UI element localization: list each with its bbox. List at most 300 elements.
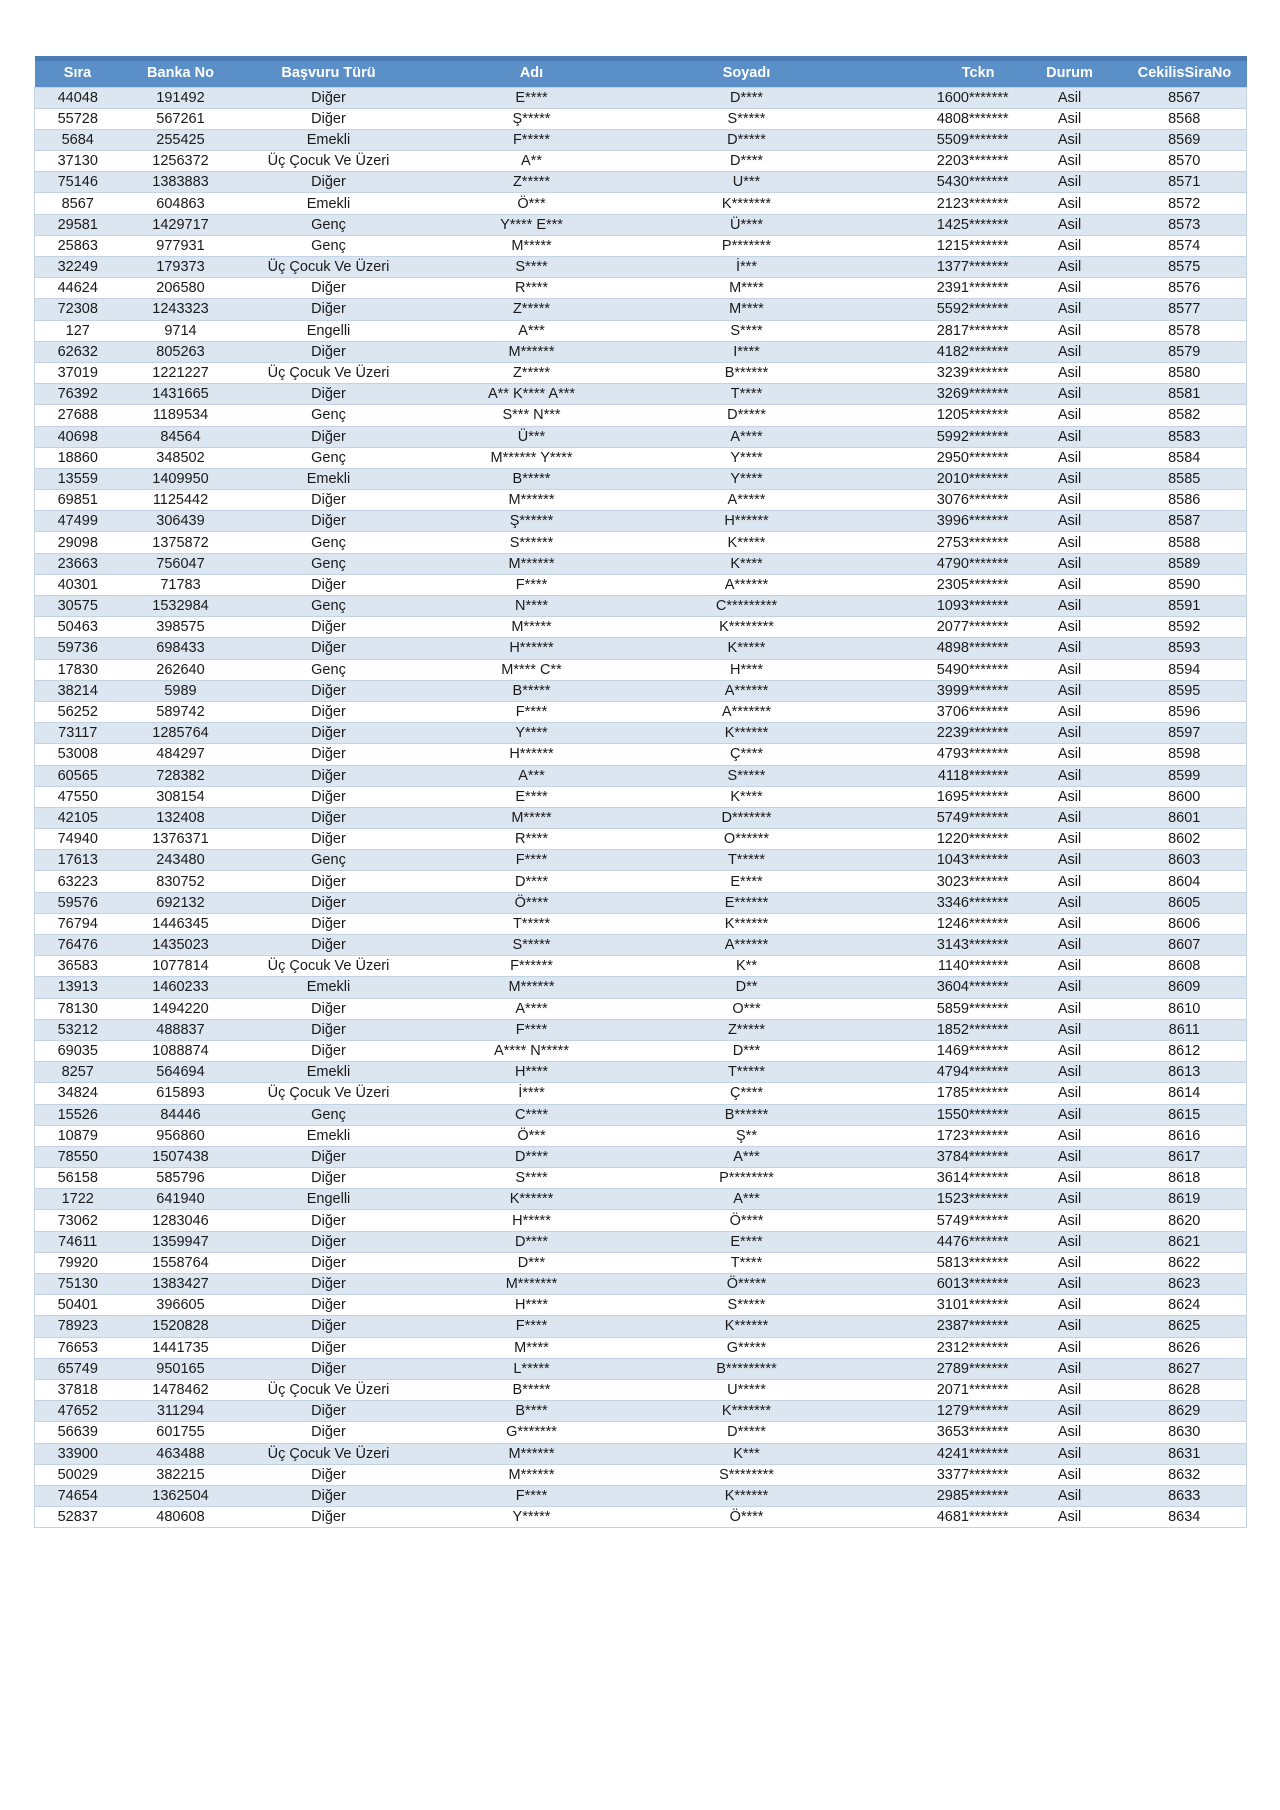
cell-banka-no: 1435023	[121, 935, 241, 956]
table-row[interactable]	[35, 723, 1247, 744]
cell-soyadi: I****	[647, 341, 847, 362]
cell-adi: S*****	[417, 935, 647, 956]
cell-banka-no: 1359947	[121, 1231, 241, 1252]
cell-soyadi: K******	[647, 1316, 847, 1337]
cell-cekilis-sira-no: 8627	[1123, 1358, 1247, 1379]
cell-sira: 127	[35, 320, 121, 341]
cell-soyadi: K*******	[647, 193, 847, 214]
cell-tckn: 1220*******	[847, 829, 1017, 850]
cell-durum: Asil	[1017, 1422, 1123, 1443]
table-row[interactable]	[35, 214, 1247, 235]
cell-durum: Asil	[1017, 1168, 1123, 1189]
table-row[interactable]	[35, 1019, 1247, 1040]
cell-soyadi: A******	[647, 680, 847, 701]
cell-cekilis-sira-no: 8593	[1123, 638, 1247, 659]
table-header	[35, 56, 1247, 87]
table-row[interactable]	[35, 596, 1247, 617]
cell-soyadi: K******	[647, 1485, 847, 1506]
cell-basvuru-turu: Diğer	[241, 490, 417, 511]
cell-cekilis-sira-no: 8570	[1123, 151, 1247, 172]
cell-basvuru-turu: Diğer	[241, 1401, 417, 1422]
cell-cekilis-sira-no: 8624	[1123, 1295, 1247, 1316]
cell-soyadi: B******	[647, 1104, 847, 1125]
cell-cekilis-sira-no: 8595	[1123, 680, 1247, 701]
cell-banka-no: 1383883	[121, 172, 241, 193]
cell-soyadi: İ***	[647, 257, 847, 278]
cell-soyadi: Ç****	[647, 744, 847, 765]
cell-banka-no: 805263	[121, 341, 241, 362]
table-row[interactable]	[35, 553, 1247, 574]
cell-tckn: 2985*******	[847, 1485, 1017, 1506]
cell-tckn: 4793*******	[847, 744, 1017, 765]
cell-durum: Asil	[1017, 1379, 1123, 1400]
cell-sira: 17830	[35, 659, 121, 680]
table-row[interactable]	[35, 108, 1247, 129]
cell-cekilis-sira-no: 8631	[1123, 1443, 1247, 1464]
cell-basvuru-turu: Diğer	[241, 1337, 417, 1358]
cell-banka-no: 1375872	[121, 532, 241, 553]
cell-adi: Ş*****	[417, 108, 647, 129]
cell-durum: Asil	[1017, 320, 1123, 341]
table-row[interactable]	[35, 1443, 1247, 1464]
cell-sira: 44624	[35, 278, 121, 299]
cell-tckn: 1140*******	[847, 956, 1017, 977]
cell-sira: 53212	[35, 1019, 121, 1040]
table-row[interactable]	[35, 765, 1247, 786]
cell-adi: A**	[417, 151, 647, 172]
cell-banka-no: 1221227	[121, 362, 241, 383]
table-row[interactable]	[35, 977, 1247, 998]
cell-cekilis-sira-no: 8610	[1123, 998, 1247, 1019]
cell-adi: S****	[417, 257, 647, 278]
cell-tckn: 4790*******	[847, 553, 1017, 574]
cell-cekilis-sira-no: 8625	[1123, 1316, 1247, 1337]
cell-banka-no: 756047	[121, 553, 241, 574]
table-row[interactable]	[35, 617, 1247, 638]
cell-cekilis-sira-no: 8603	[1123, 850, 1247, 871]
cell-sira: 34824	[35, 1083, 121, 1104]
table-row[interactable]	[35, 1337, 1247, 1358]
table-row[interactable]	[35, 193, 1247, 214]
table-row[interactable]	[35, 1125, 1247, 1146]
cell-cekilis-sira-no: 8588	[1123, 532, 1247, 553]
cell-cekilis-sira-no: 8616	[1123, 1125, 1247, 1146]
cell-cekilis-sira-no: 8618	[1123, 1168, 1247, 1189]
cell-cekilis-sira-no: 8614	[1123, 1083, 1247, 1104]
cell-soyadi: T****	[647, 384, 847, 405]
cell-banka-no: 698433	[121, 638, 241, 659]
cell-basvuru-turu: Diğer	[241, 87, 417, 108]
table-row[interactable]	[35, 1358, 1247, 1379]
cell-soyadi: D**	[647, 977, 847, 998]
table-row[interactable]	[35, 1379, 1247, 1400]
cell-banka-no: 1283046	[121, 1210, 241, 1231]
cell-tckn: 2203*******	[847, 151, 1017, 172]
cell-soyadi: K********	[647, 617, 847, 638]
table-row[interactable]	[35, 638, 1247, 659]
cell-banka-no: 1088874	[121, 1040, 241, 1061]
cell-adi: Ş******	[417, 511, 647, 532]
cell-banka-no: 1429717	[121, 214, 241, 235]
cell-sira: 63223	[35, 871, 121, 892]
cell-adi: Z*****	[417, 299, 647, 320]
table-row[interactable]	[35, 1104, 1247, 1125]
cell-adi: Ö****	[417, 892, 647, 913]
cell-sira: 36583	[35, 956, 121, 977]
cell-tckn: 3346*******	[847, 892, 1017, 913]
cell-tckn: 2305*******	[847, 574, 1017, 595]
cell-basvuru-turu: Genç	[241, 214, 417, 235]
cell-sira: 72308	[35, 299, 121, 320]
cell-adi: F****	[417, 850, 647, 871]
cell-basvuru-turu: Üç Çocuk Ve Üzeri	[241, 151, 417, 172]
cell-basvuru-turu: Genç	[241, 596, 417, 617]
cell-soyadi: E****	[647, 871, 847, 892]
table-row[interactable]	[35, 744, 1247, 765]
table-row[interactable]	[35, 1083, 1247, 1104]
column-header-soyadi[interactable]: Soyadı	[647, 61, 847, 87]
cell-adi: Z*****	[417, 172, 647, 193]
table-row[interactable]	[35, 680, 1247, 701]
table-row[interactable]	[35, 447, 1247, 468]
table-container	[34, 56, 1246, 1528]
column-header-cekilis-sira-no[interactable]: CekilisSiraNo	[1123, 61, 1247, 87]
cell-tckn: 4118*******	[847, 765, 1017, 786]
cell-sira: 15526	[35, 1104, 121, 1125]
cell-basvuru-turu: Diğer	[241, 1485, 417, 1506]
table-row[interactable]	[35, 468, 1247, 489]
table-row[interactable]	[35, 1168, 1247, 1189]
cell-basvuru-turu: Diğer	[241, 511, 417, 532]
cell-tckn: 2010*******	[847, 468, 1017, 489]
table-row[interactable]	[35, 129, 1247, 150]
cell-cekilis-sira-no: 8622	[1123, 1252, 1247, 1273]
cell-durum: Asil	[1017, 1337, 1123, 1358]
cell-adi: S******	[417, 532, 647, 553]
cell-adi: H******	[417, 744, 647, 765]
cell-sira: 29581	[35, 214, 121, 235]
cell-sira: 10879	[35, 1125, 121, 1146]
cell-durum: Asil	[1017, 850, 1123, 871]
table-row[interactable]	[35, 701, 1247, 722]
cell-banka-no: 398575	[121, 617, 241, 638]
cell-soyadi: D****	[647, 87, 847, 108]
cell-basvuru-turu: Diğer	[241, 998, 417, 1019]
cell-tckn: 1469*******	[847, 1040, 1017, 1061]
cell-durum: Asil	[1017, 1485, 1123, 1506]
cell-tckn: 3076*******	[847, 490, 1017, 511]
cell-adi: M******	[417, 1443, 647, 1464]
cell-adi: M******	[417, 977, 647, 998]
cell-basvuru-turu: Diğer	[241, 1210, 417, 1231]
cell-adi: F******	[417, 956, 647, 977]
cell-adi: D****	[417, 1146, 647, 1167]
table-row[interactable]	[35, 913, 1247, 934]
cell-durum: Asil	[1017, 1062, 1123, 1083]
cell-adi: M******	[417, 341, 647, 362]
table-row[interactable]	[35, 235, 1247, 256]
cell-basvuru-turu: Üç Çocuk Ve Üzeri	[241, 362, 417, 383]
cell-sira: 18860	[35, 447, 121, 468]
cell-sira: 27688	[35, 405, 121, 426]
cell-tckn: 1246*******	[847, 913, 1017, 934]
cell-basvuru-turu: Emekli	[241, 468, 417, 489]
table-row[interactable]	[35, 850, 1247, 871]
table-row[interactable]	[35, 1146, 1247, 1167]
cell-adi: A***	[417, 320, 647, 341]
cell-soyadi: Z*****	[647, 1019, 847, 1040]
cell-durum: Asil	[1017, 257, 1123, 278]
table-row[interactable]	[35, 151, 1247, 172]
cell-tckn: 2817*******	[847, 320, 1017, 341]
cell-cekilis-sira-no: 8571	[1123, 172, 1247, 193]
cell-soyadi: T*****	[647, 850, 847, 871]
table-row[interactable]	[35, 511, 1247, 532]
cell-sira: 50463	[35, 617, 121, 638]
cell-tckn: 1785*******	[847, 1083, 1017, 1104]
column-header-basvuru-turu[interactable]: Başvuru Türü	[241, 61, 417, 87]
cell-adi: H*****	[417, 1210, 647, 1231]
table-row[interactable]	[35, 1252, 1247, 1273]
column-header-sira[interactable]: Sıra	[35, 61, 121, 87]
cell-tckn: 5592*******	[847, 299, 1017, 320]
column-header-banka-no[interactable]: Banka No	[121, 61, 241, 87]
cell-sira: 74611	[35, 1231, 121, 1252]
cell-tckn: 4476*******	[847, 1231, 1017, 1252]
cell-adi: B*****	[417, 1379, 647, 1400]
table-row[interactable]	[35, 659, 1247, 680]
cell-soyadi: K***	[647, 1443, 847, 1464]
table-row[interactable]	[35, 871, 1247, 892]
cell-cekilis-sira-no: 8634	[1123, 1507, 1247, 1528]
cell-tckn: 5490*******	[847, 659, 1017, 680]
cell-basvuru-turu: Genç	[241, 532, 417, 553]
cell-soyadi: A*****	[647, 490, 847, 511]
cell-cekilis-sira-no: 8633	[1123, 1485, 1247, 1506]
cell-basvuru-turu: Diğer	[241, 384, 417, 405]
cell-adi: L*****	[417, 1358, 647, 1379]
cell-durum: Asil	[1017, 1189, 1123, 1210]
table-row[interactable]	[35, 426, 1247, 447]
cell-sira: 76392	[35, 384, 121, 405]
table-row[interactable]	[35, 1422, 1247, 1443]
table-row[interactable]	[35, 172, 1247, 193]
table-row[interactable]	[35, 829, 1247, 850]
table-row[interactable]	[35, 1062, 1247, 1083]
cell-durum: Asil	[1017, 193, 1123, 214]
table-row[interactable]	[35, 384, 1247, 405]
cell-banka-no: 463488	[121, 1443, 241, 1464]
cell-durum: Asil	[1017, 1358, 1123, 1379]
cell-durum: Asil	[1017, 1146, 1123, 1167]
cell-durum: Asil	[1017, 977, 1123, 998]
cell-durum: Asil	[1017, 1507, 1123, 1528]
cell-cekilis-sira-no: 8608	[1123, 956, 1247, 977]
cell-banka-no: 567261	[121, 108, 241, 129]
cell-cekilis-sira-no: 8600	[1123, 786, 1247, 807]
cell-tckn: 4808*******	[847, 108, 1017, 129]
cell-tckn: 5749*******	[847, 807, 1017, 828]
cell-sira: 56158	[35, 1168, 121, 1189]
cell-sira: 40698	[35, 426, 121, 447]
cell-tckn: 5813*******	[847, 1252, 1017, 1273]
cell-sira: 30575	[35, 596, 121, 617]
table-body	[35, 87, 1247, 1528]
cell-sira: 5684	[35, 129, 121, 150]
cell-basvuru-turu: Diğer	[241, 807, 417, 828]
cell-tckn: 1279*******	[847, 1401, 1017, 1422]
cell-basvuru-turu: Diğer	[241, 765, 417, 786]
cell-soyadi: U*****	[647, 1379, 847, 1400]
cell-durum: Asil	[1017, 108, 1123, 129]
column-header-tckn[interactable]: Tckn	[847, 61, 1017, 87]
cell-soyadi: S*****	[647, 1295, 847, 1316]
cell-tckn: 4681*******	[847, 1507, 1017, 1528]
cell-sira: 37818	[35, 1379, 121, 1400]
cell-tckn: 3239*******	[847, 362, 1017, 383]
cell-basvuru-turu: Engelli	[241, 320, 417, 341]
cell-sira: 47652	[35, 1401, 121, 1422]
cell-soyadi: K*****	[647, 638, 847, 659]
table-row[interactable]	[35, 490, 1247, 511]
table-row[interactable]	[35, 1231, 1247, 1252]
cell-cekilis-sira-no: 8612	[1123, 1040, 1247, 1061]
table-row[interactable]	[35, 1189, 1247, 1210]
cell-cekilis-sira-no: 8583	[1123, 426, 1247, 447]
cell-sira: 29098	[35, 532, 121, 553]
table-row[interactable]	[35, 892, 1247, 913]
cell-banka-no: 396605	[121, 1295, 241, 1316]
cell-tckn: 1043*******	[847, 850, 1017, 871]
table-row[interactable]	[35, 1295, 1247, 1316]
table-row[interactable]	[35, 257, 1247, 278]
table-row[interactable]	[35, 1507, 1247, 1528]
table-row[interactable]	[35, 532, 1247, 553]
table-row[interactable]	[35, 935, 1247, 956]
table-row[interactable]	[35, 1401, 1247, 1422]
cell-banka-no: 1362504	[121, 1485, 241, 1506]
cell-durum: Asil	[1017, 913, 1123, 934]
cell-basvuru-turu: Diğer	[241, 108, 417, 129]
table-row[interactable]	[35, 405, 1247, 426]
cell-sira: 65749	[35, 1358, 121, 1379]
table-row[interactable]	[35, 278, 1247, 299]
table-row[interactable]	[35, 1040, 1247, 1061]
cekilis-sonuc-tablosu	[34, 56, 1247, 1528]
cell-basvuru-turu: Diğer	[241, 913, 417, 934]
cell-banka-no: 484297	[121, 744, 241, 765]
cell-tckn: 3604*******	[847, 977, 1017, 998]
cell-cekilis-sira-no: 8611	[1123, 1019, 1247, 1040]
table-row[interactable]	[35, 956, 1247, 977]
cell-cekilis-sira-no: 8615	[1123, 1104, 1247, 1125]
cell-tckn: 4898*******	[847, 638, 1017, 659]
cell-sira: 60565	[35, 765, 121, 786]
column-header-durum[interactable]: Durum	[1017, 61, 1123, 87]
cell-durum: Asil	[1017, 214, 1123, 235]
cell-basvuru-turu: Üç Çocuk Ve Üzeri	[241, 1379, 417, 1400]
cell-tckn: 1550*******	[847, 1104, 1017, 1125]
cell-banka-no: 1478462	[121, 1379, 241, 1400]
table-row[interactable]	[35, 574, 1247, 595]
cell-adi: M****	[417, 1337, 647, 1358]
cell-durum: Asil	[1017, 172, 1123, 193]
cell-soyadi: O******	[647, 829, 847, 850]
cell-cekilis-sira-no: 8617	[1123, 1146, 1247, 1167]
table-row[interactable]	[35, 1316, 1247, 1337]
cell-soyadi: K****	[647, 786, 847, 807]
table-row[interactable]	[35, 786, 1247, 807]
cell-adi: H******	[417, 638, 647, 659]
cell-cekilis-sira-no: 8573	[1123, 214, 1247, 235]
table-row[interactable]	[35, 341, 1247, 362]
cell-durum: Asil	[1017, 1295, 1123, 1316]
cell-tckn: 3269*******	[847, 384, 1017, 405]
table-row[interactable]	[35, 1210, 1247, 1231]
cell-cekilis-sira-no: 8620	[1123, 1210, 1247, 1231]
cell-cekilis-sira-no: 8604	[1123, 871, 1247, 892]
cell-sira: 42105	[35, 807, 121, 828]
table-row[interactable]	[35, 299, 1247, 320]
cell-soyadi: D*****	[647, 129, 847, 150]
cell-basvuru-turu: Emekli	[241, 129, 417, 150]
cell-banka-no: 1409950	[121, 468, 241, 489]
cell-adi: E****	[417, 786, 647, 807]
cell-banka-no: 1285764	[121, 723, 241, 744]
cell-sira: 13913	[35, 977, 121, 998]
table-row[interactable]	[35, 998, 1247, 1019]
cell-cekilis-sira-no: 8574	[1123, 235, 1247, 256]
cell-tckn: 4182*******	[847, 341, 1017, 362]
cell-soyadi: A****	[647, 426, 847, 447]
cell-sira: 75130	[35, 1274, 121, 1295]
cell-adi: M******	[417, 1464, 647, 1485]
cell-basvuru-turu: Üç Çocuk Ve Üzeri	[241, 1083, 417, 1104]
table-row[interactable]	[35, 1274, 1247, 1295]
table-row[interactable]	[35, 362, 1247, 383]
cell-tckn: 2391*******	[847, 278, 1017, 299]
cell-durum: Asil	[1017, 786, 1123, 807]
table-row[interactable]	[35, 807, 1247, 828]
table-row[interactable]	[35, 1485, 1247, 1506]
cell-cekilis-sira-no: 8575	[1123, 257, 1247, 278]
cell-sira: 50029	[35, 1464, 121, 1485]
cell-banka-no: 1460233	[121, 977, 241, 998]
cell-durum: Asil	[1017, 765, 1123, 786]
cell-soyadi: H******	[647, 511, 847, 532]
cell-cekilis-sira-no: 8592	[1123, 617, 1247, 638]
cell-basvuru-turu: Genç	[241, 1104, 417, 1125]
table-row[interactable]	[35, 320, 1247, 341]
cell-sira: 74940	[35, 829, 121, 850]
cell-soyadi: T*****	[647, 1062, 847, 1083]
cell-tckn: 1695*******	[847, 786, 1017, 807]
cell-banka-no: 1520828	[121, 1316, 241, 1337]
cell-sira: 8567	[35, 193, 121, 214]
cell-soyadi: S*****	[647, 108, 847, 129]
cell-basvuru-turu: Diğer	[241, 299, 417, 320]
cell-adi: H****	[417, 1295, 647, 1316]
cell-basvuru-turu: Genç	[241, 659, 417, 680]
table-row[interactable]	[35, 1464, 1247, 1485]
cell-adi: Z*****	[417, 362, 647, 383]
cell-adi: E****	[417, 87, 647, 108]
cell-durum: Asil	[1017, 235, 1123, 256]
cell-cekilis-sira-no: 8619	[1123, 1189, 1247, 1210]
column-header-adi[interactable]: Adı	[417, 61, 647, 87]
table-row[interactable]	[35, 87, 1247, 108]
cell-sira: 56252	[35, 701, 121, 722]
